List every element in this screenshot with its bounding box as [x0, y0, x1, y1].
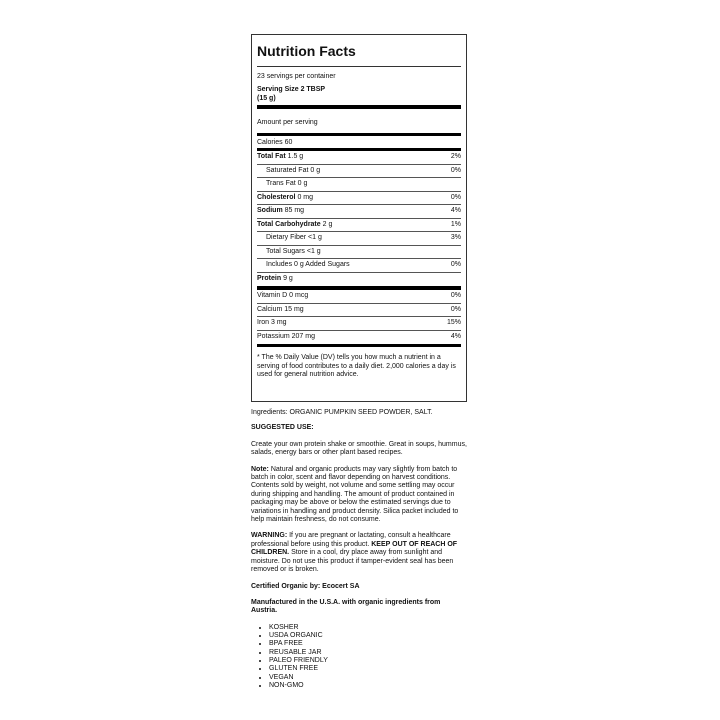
vitamin-row-calcium	[257, 304, 461, 318]
warning-label: WARNING:	[251, 532, 288, 540]
vitamin-name: Calcium 15 mg	[257, 305, 304, 313]
nutrient-name: Saturated Fat 0 g	[266, 166, 321, 174]
warning-storage-text: Store in a cool, dry place away from sunlight and moisture. Do not use this product if tamper-evident seal has been removed or is broken.	[251, 549, 454, 574]
product-claims-list	[251, 624, 467, 690]
warning-keep-out: KEEP OUT OF REACH OF CHILDREN.	[251, 540, 458, 557]
vitamin-name: Potassium 207 mg	[257, 333, 315, 341]
nutrition-facts-panel	[251, 34, 467, 402]
serving-size-line1: Serving Size 2 TBSP	[257, 86, 326, 93]
suggested-use-heading: SUGGESTED USE:	[251, 424, 314, 432]
list-item: • GLUTEN FREE	[269, 665, 467, 673]
nutrient-amount: 0 mg	[297, 193, 314, 201]
nutrient-amount: 85 mg	[284, 207, 305, 215]
list-item: • NON-GMO	[269, 682, 467, 690]
nutrient-dv: 1%	[450, 220, 461, 228]
vitamin-dv: 4%	[450, 333, 461, 341]
vitamin-name: Iron 3 mg	[257, 319, 287, 327]
calories: Calories 60	[257, 138, 293, 146]
nutrient-name: Dietary Fiber	[266, 234, 307, 242]
nutrient-name: Trans Fat 0 g	[266, 180, 308, 188]
nutrient-row-dietary-fiber	[257, 232, 461, 246]
nutrient-row-protein	[257, 273, 461, 287]
nutrient-amount: 2 g	[322, 220, 333, 228]
nutrient-row-sodium	[257, 205, 461, 219]
nutrient-name: Total Sugars	[266, 247, 305, 255]
nutrient-name: Cholesterol	[257, 193, 296, 201]
list-item: • REUSABLE JAR	[269, 649, 467, 657]
serving-size-line2: (15 g)	[257, 95, 276, 102]
nutrient-row-saturated-fat	[257, 165, 461, 179]
nutrient-name: Protein	[257, 275, 282, 283]
nutrient-amount: 9 g	[283, 275, 293, 283]
thick-divider	[257, 105, 461, 109]
vitamin-list	[257, 290, 461, 344]
nutrient-row-added-sugars	[257, 259, 461, 273]
warning-paragraph	[251, 532, 467, 574]
nutrient-dv: 0%	[450, 193, 461, 201]
serving-size	[257, 85, 461, 103]
nutrient-amount: <1 g	[306, 247, 321, 255]
list-item: • KOSHER	[269, 624, 467, 632]
vitamin-dv: 0%	[450, 305, 461, 313]
warning-text: If you are pregnant or lactating, consult a healthcare professional before using this product.	[251, 532, 451, 548]
list-item: • BPA FREE	[269, 640, 467, 648]
nutrient-row-total-sugars	[257, 246, 461, 260]
nutrient-name: Includes 0 g Added Sugars	[266, 261, 350, 269]
note-text: Natural and organic products may vary slightly from batch to batch in color, scent and flavor depending on harvest conditions. Contents sold by weight, not volume and some settling may occur during shipping and handling. The amount of product contained in packaging may be above or below the estimated servings due to variations in handling and product density. Silica packet included to help maintain freshness, do not consume.	[251, 465, 459, 524]
note-label: Note:	[251, 465, 269, 473]
ingredients: Ingredients: ORGANIC PUMPKIN SEED POWDER, SALT.	[251, 409, 433, 416]
nutrient-row-cholesterol	[257, 192, 461, 206]
nutrient-list	[257, 151, 461, 286]
vitamin-row-iron	[257, 317, 461, 331]
vitamin-dv: 0%	[450, 292, 461, 300]
nutrient-dv: 0%	[450, 166, 461, 174]
divider	[257, 66, 461, 67]
nutrient-dv: 0%	[450, 261, 461, 269]
nutrient-name: Sodium	[257, 207, 283, 215]
panel-title: Nutrition Facts	[257, 43, 356, 59]
manufactured-in: Manufactured in the U.S.A. with organic ingredients from Austria.	[251, 598, 441, 615]
note-paragraph	[251, 466, 467, 525]
nutrient-dv: 4%	[450, 207, 461, 215]
nutrient-dv: 2%	[450, 153, 461, 161]
servings-per-container: 23 servings per container	[257, 73, 336, 80]
product-information	[251, 405, 467, 690]
list-item: • USDA ORGANIC	[269, 632, 467, 640]
certified-organic: Certified Organic by: Ecocert SA	[251, 582, 360, 590]
nutrient-dv: 3%	[450, 234, 461, 242]
nutrient-amount: 1.5 g	[287, 153, 304, 161]
vitamin-dv: 15%	[446, 319, 461, 327]
list-item: • VEGAN	[269, 674, 467, 682]
list-item: • PALEO FRIENDLY	[269, 657, 467, 665]
nutrient-amount: <1 g	[308, 234, 322, 242]
nutrient-row-total-fat	[257, 151, 461, 165]
vitamin-row-potassium	[257, 331, 461, 345]
nutrient-row-trans-fat	[257, 178, 461, 192]
amount-per-serving: Amount per serving	[257, 119, 318, 126]
vitamin-name: Vitamin D 0 mcg	[257, 292, 309, 300]
nutrient-name: Total Carbohydrate	[257, 220, 321, 228]
suggested-use-text: Create your own protein shake or smoothie. Great in soups, hummus, salads, energy bars or other plant based recipes.	[251, 440, 467, 457]
nutrient-row-total-carbohydrate	[257, 219, 461, 233]
thick-divider	[257, 344, 461, 347]
vitamin-row-vitamin-d	[257, 290, 461, 304]
nutrient-name: Total Fat	[257, 153, 286, 161]
daily-value-footnote: * The % Daily Value (DV) tells you how much a nutrient in a serving of food contributes to a daily diet. 2,000 calories a day is used for general nutrition advice.	[257, 354, 456, 378]
